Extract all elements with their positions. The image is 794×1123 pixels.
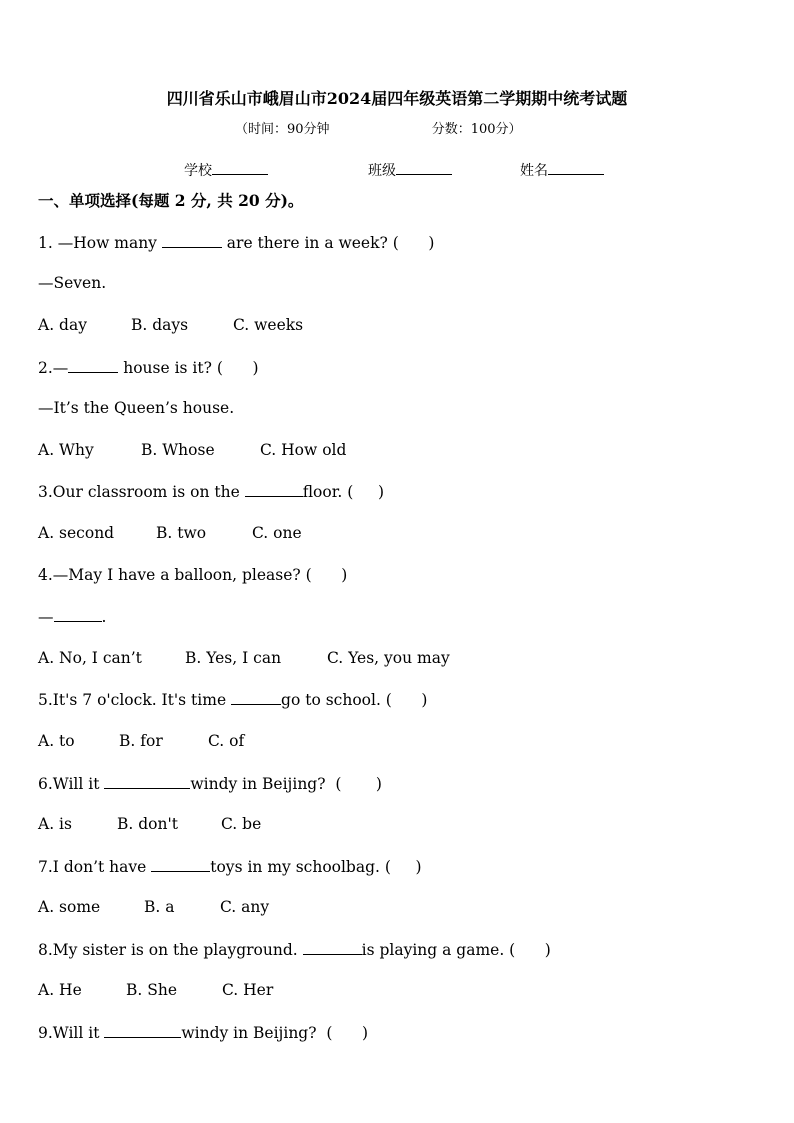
name-field — [520, 160, 604, 180]
name-blank[interactable] — [548, 160, 604, 175]
question-4: 4.—May I have a balloon, please? ( ) — [38, 566, 348, 584]
question-8-options — [38, 981, 273, 999]
question-3: 3.Our classroom is on the floor. ( ) — [38, 483, 384, 501]
option-a[interactable]: A. Why — [38, 441, 94, 459]
question-9: 9.Will it windy in Beijing? ( ) — [38, 1024, 369, 1042]
answer-blank[interactable] — [104, 1023, 181, 1038]
class-blank[interactable] — [396, 160, 452, 175]
option-b[interactable]: B. a — [144, 898, 175, 916]
school-field — [184, 160, 268, 180]
answer-blank[interactable] — [303, 940, 362, 955]
option-a[interactable]: A. to — [38, 732, 75, 750]
class-field — [368, 160, 452, 180]
answer-blank[interactable] — [231, 690, 281, 705]
question-1-options — [38, 316, 303, 334]
class-label: 班级 — [368, 163, 396, 179]
option-a[interactable]: A. day — [38, 316, 87, 334]
answer-blank[interactable] — [162, 233, 222, 248]
option-c[interactable]: C. How old — [260, 441, 347, 459]
option-b[interactable]: B. Whose — [141, 441, 215, 459]
option-c[interactable]: C. Yes, you may — [327, 649, 450, 667]
exam-meta — [235, 118, 522, 137]
question-6: 6.Will it windy in Beijing? ( ) — [38, 775, 382, 793]
answer-blank[interactable] — [151, 857, 210, 872]
option-b[interactable]: B. two — [156, 524, 207, 542]
question-5: 5.It's 7 o'clock. It's time go to school. ( ) — [38, 691, 428, 709]
exam-score: 分数：100分） — [431, 122, 522, 137]
school-blank[interactable] — [212, 160, 268, 175]
answer-blank[interactable] — [245, 482, 303, 497]
option-a[interactable]: A. He — [38, 981, 82, 999]
exam-time: （时间：90分钟 — [235, 122, 330, 137]
question-1: 1. —How many are there in a week? ( ) — [38, 234, 435, 252]
question-7-options — [38, 898, 269, 916]
answer-blank[interactable] — [104, 774, 190, 789]
option-a[interactable]: A. is — [38, 815, 72, 833]
option-c[interactable]: C. Her — [222, 981, 274, 999]
question-7: 7.I don’t have toys in my schoolbag. ( ) — [38, 858, 422, 876]
question-4-answer: — . — [38, 608, 107, 626]
question-3-options — [38, 524, 302, 542]
option-b[interactable]: B. Yes, I can — [185, 649, 282, 667]
answer-blank[interactable] — [54, 607, 102, 622]
option-b[interactable]: B. don't — [117, 815, 178, 833]
answer-blank[interactable] — [68, 358, 118, 373]
option-c[interactable]: C. any — [220, 898, 270, 916]
option-b[interactable]: B. for — [119, 732, 163, 750]
option-b[interactable]: B. She — [126, 981, 178, 999]
option-a[interactable]: A. second — [38, 524, 115, 542]
name-label: 姓名 — [520, 163, 548, 179]
option-c[interactable]: C. be — [221, 815, 262, 833]
section-title: 一、单项选择(每题 2 分, 共 20 分)。 — [38, 191, 304, 210]
question-8: 8.My sister is on the playground. is playing a game. ( ) — [38, 941, 551, 959]
question-4-options — [38, 649, 450, 667]
option-b[interactable]: B. days — [131, 316, 189, 334]
option-c[interactable]: C. one — [252, 524, 302, 542]
question-2-answer: —It’s the Queen’s house. — [38, 399, 235, 417]
question-2: 2.— house is it? ( ) — [38, 359, 259, 377]
page-title: 四川省乐山市峨眉山市2024届四年级英语第二学期期中统考试题 — [166, 89, 628, 108]
question-5-options — [38, 732, 244, 750]
question-6-options — [38, 815, 261, 833]
option-a[interactable]: A. some — [38, 898, 101, 916]
question-1-answer: —Seven. — [38, 274, 107, 292]
option-c[interactable]: C. weeks — [233, 316, 304, 334]
question-2-options — [38, 441, 346, 459]
option-a[interactable]: A. No, I can’t — [38, 649, 142, 667]
school-label: 学校 — [184, 163, 212, 179]
option-c[interactable]: C. of — [208, 732, 245, 750]
